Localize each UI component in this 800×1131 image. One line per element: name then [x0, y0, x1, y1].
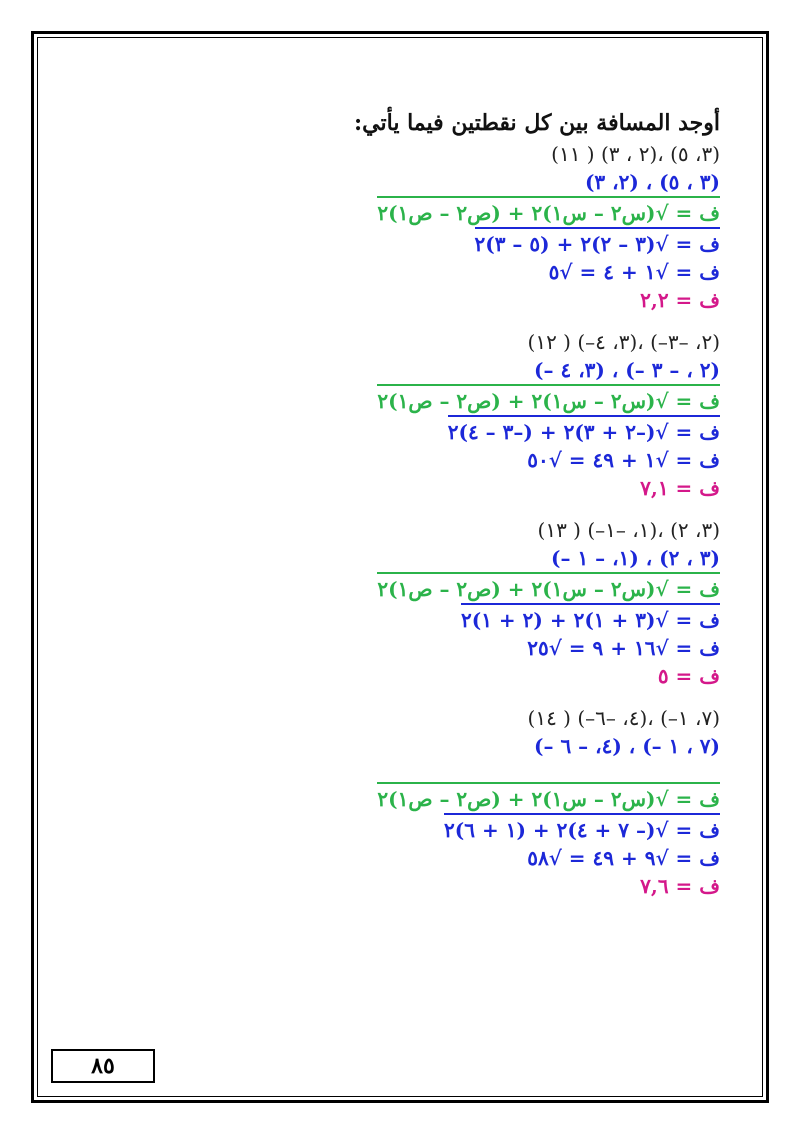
final-answer: ف = ٢,٢ — [640, 288, 720, 312]
distance-formula — [240, 384, 720, 415]
spacer — [240, 760, 720, 782]
simplification-step: ف = √١ + ٤٩ = √٥٠ — [527, 448, 720, 472]
substitution-text: ف = √(٣ – ٢)٢ + (٥ – ٣)٢ — [475, 227, 721, 258]
substitution-text: ف = √(٣ + ١)٢ + (٢ + ١)٢ — [461, 603, 720, 634]
problem-points: (– ٤، – ٦) ، (– ٧ ، ١) — [534, 734, 720, 758]
problem-given: (١٢ ) (–٣، ٤)، (–٢، –٣) — [527, 330, 720, 354]
distance-formula — [240, 572, 720, 603]
formula-text: ف = √(س٢ – س١)٢ + (ص٢ – ص١)٢ — [377, 196, 720, 227]
exercise-heading: أوجد المسافة بين كل نقطتين فيما يأتي: — [354, 110, 720, 136]
substitution-step — [240, 813, 720, 844]
problem-given: (١٣ ) (–١، –١)، (٣، ٢) — [537, 518, 720, 542]
problem-points: (– ٣، ٤) ، (– ٢ ، – ٣) — [534, 358, 720, 382]
simplification-step: ف = √٩ + ٤٩ = √٥٨ — [527, 846, 720, 870]
distance-formula — [240, 196, 720, 227]
formula-text: ف = √(س٢ – س١)٢ + (ص٢ – ص١)٢ — [377, 384, 720, 415]
substitution-step — [240, 603, 720, 634]
page-number: ٨٥ — [51, 1049, 155, 1083]
problem-given: (١٤ ) (–٤، –٦)، (–٧، ١) — [527, 706, 720, 730]
substitution-text: ف = √(–٢ + ٣)٢ + (–٣ – ٤)٢ — [448, 415, 720, 446]
substitution-text: ف = √(– ٧ + ٤)٢ + (١ + ٦)٢ — [444, 813, 720, 844]
formula-text: ف = √(س٢ – س١)٢ + (ص٢ – ص١)٢ — [377, 572, 720, 603]
problem-points: (– ١، – ١) ، (٣ ، ٢) — [551, 546, 720, 570]
simplification-step: ف = √١ + ٤ = √٥ — [548, 260, 720, 284]
problem-11 — [240, 140, 720, 314]
problem-12 — [240, 328, 720, 502]
final-answer: ف = ٧,١ — [640, 476, 720, 500]
final-answer: ف = ٥ — [657, 664, 720, 688]
final-answer: ف = ٧,٦ — [640, 874, 720, 898]
simplification-step: ف = √١٦ + ٩ = √٢٥ — [527, 636, 720, 660]
substitution-step — [240, 227, 720, 258]
distance-formula — [240, 782, 720, 813]
problem-13 — [240, 516, 720, 690]
problem-given: (١١ ) (٢ ، ٣)، (٣، ٥) — [551, 142, 720, 166]
problem-points: (٢، ٣) ، (٣ ، ٥) — [584, 170, 720, 194]
formula-text: ف = √(س٢ – س١)٢ + (ص٢ – ص١)٢ — [377, 782, 720, 813]
substitution-step — [240, 415, 720, 446]
worksheet-content — [240, 110, 720, 914]
problem-14 — [240, 704, 720, 900]
